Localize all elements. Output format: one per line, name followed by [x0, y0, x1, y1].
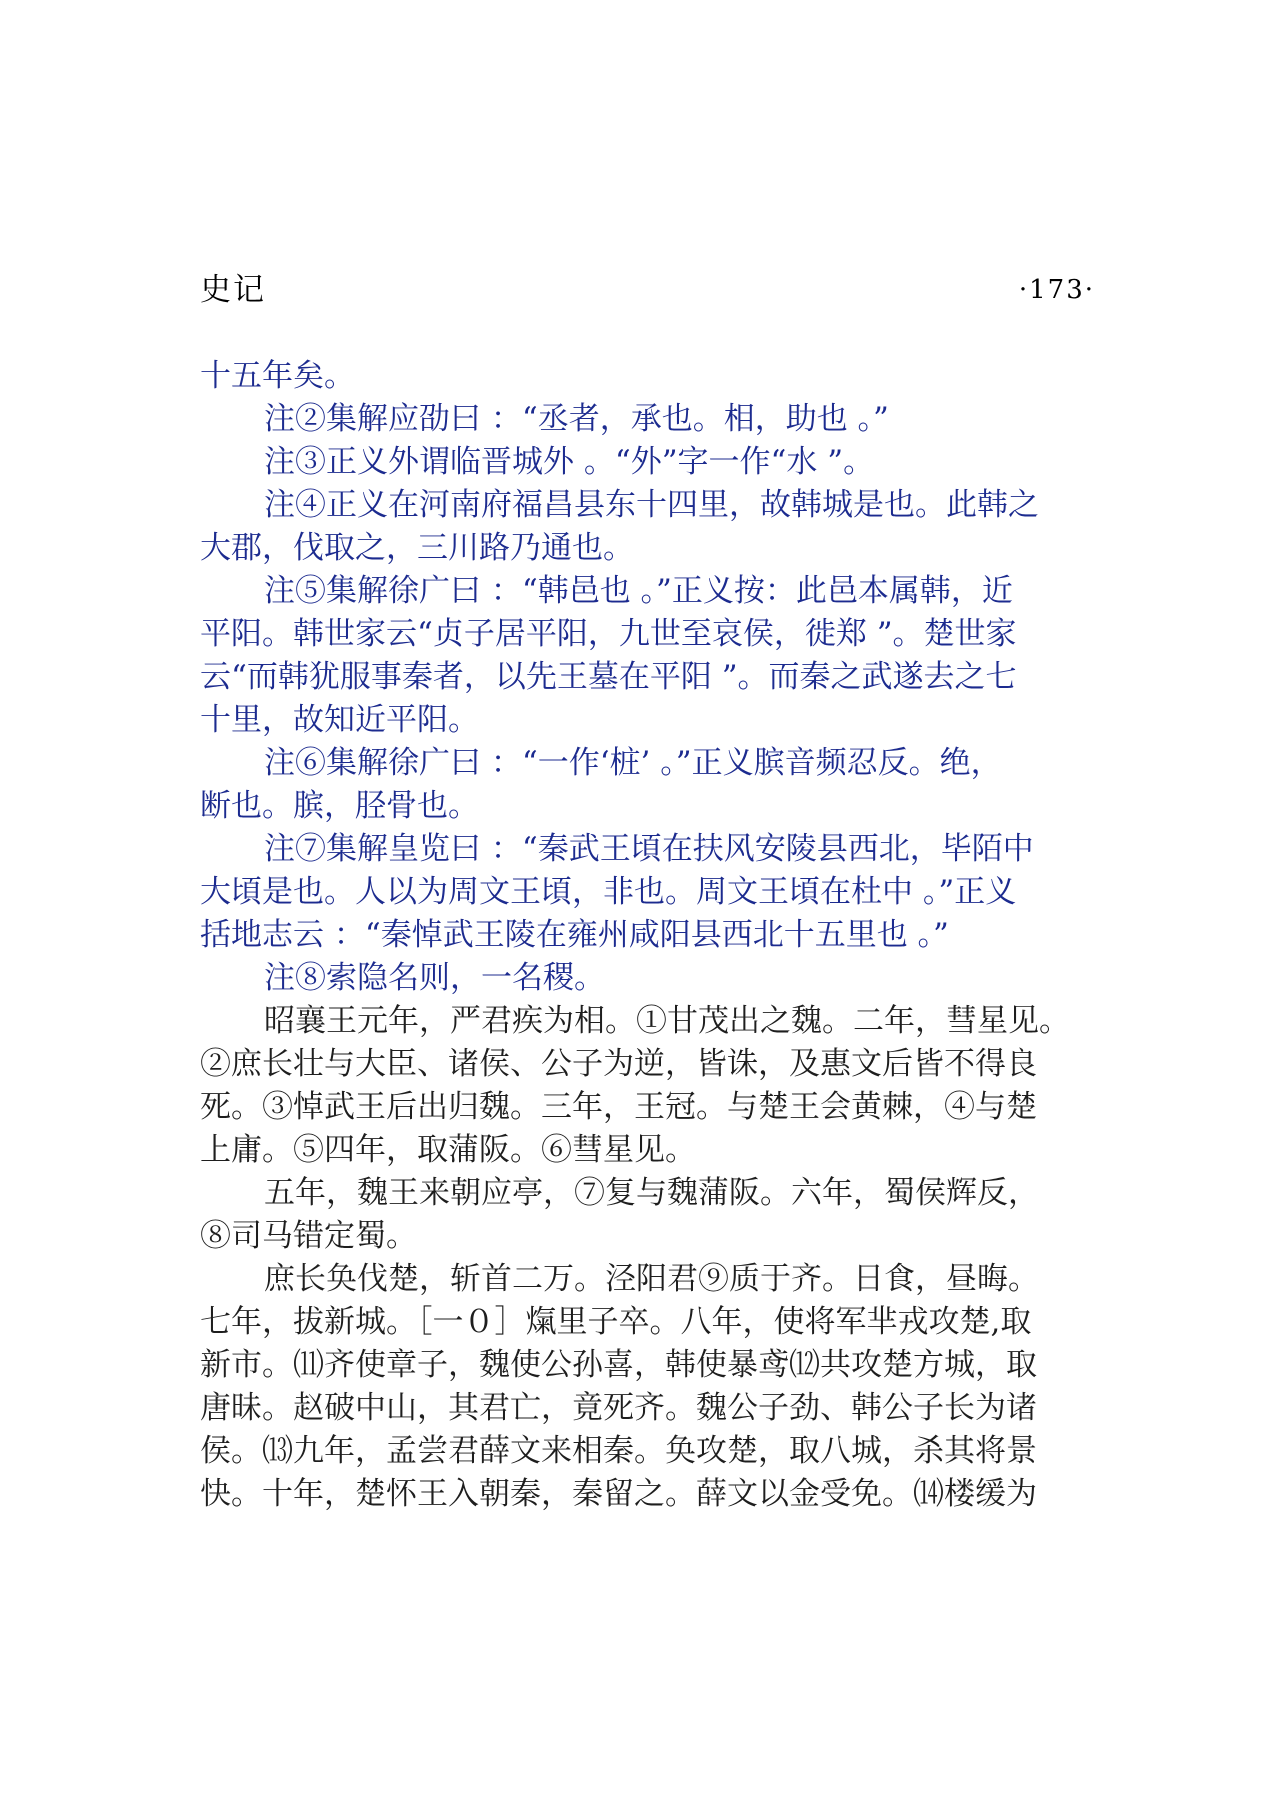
page-number: ·173·	[1018, 275, 1095, 305]
note-line: 注⑥集解徐广曰 ：“一作‘桩’ 。”正义膑音频忍反。绝，	[264, 745, 1002, 781]
note-line: 断也。膑，胫骨也。	[200, 788, 479, 824]
text-line: ②庶长壮与大臣、诸侯、公子为逆，皆诛，及惠文后皆不得良	[200, 1046, 1037, 1082]
note-line: 注④正义在河南府福昌县东十四里，故韩城是也。此韩之	[264, 487, 1039, 523]
text-line: 七年，拔新城。［一０］熂里子卒。八年，使将军芈戎攻楚,取	[200, 1304, 1032, 1340]
note-line: 平阳。韩世家云“贞子居平阳，九世至哀侯，徙郑 ”。楚世家	[200, 616, 1017, 652]
note-line: 大頃是也。人以为周文王頃，非也。周文王頃在杜中 。”正义	[200, 874, 1017, 910]
note-line: 十五年矣。	[200, 358, 355, 394]
note-line: 注③正义外谓临晋城外 。“外”字一作“水 ”。	[264, 444, 875, 480]
body-text	[200, 355, 1100, 1516]
text-line: 庶长奂伐楚，斩首二万。泾阳君⑨质于齐。日食，昼晦。	[264, 1261, 1039, 1297]
note-line: 云“而韩犹服事秦者，以先王墓在平阳 ”。而秦之武遂去之七	[200, 659, 1017, 695]
text-line: 侯。⒀九年，孟尝君薛文来相秦。奂攻楚，取八城，杀其将景	[200, 1433, 1037, 1469]
note-line: 括地志云 ：“秦悼武王陵在雍州咸阳县西北十五里也 。”	[200, 917, 949, 953]
page-header	[200, 270, 1095, 310]
text-line: 死。③悼武王后出归魏。三年，王冠。与楚王会黄棘，④与楚	[200, 1089, 1037, 1125]
text-line: 五年，魏王来朝应亭，⑦复与魏蒲阪。六年，蜀侯辉反，	[264, 1175, 1039, 1211]
note-line: 注⑦集解皇览曰 ：“秦武王頃在扶风安陵县西北，毕陌中	[264, 831, 1034, 867]
note-line: 注⑤集解徐广曰 ：“韩邑也 。”正义按：此邑本属韩，近	[264, 573, 1013, 609]
text-line: 上庸。⑤四年，取蒲阪。⑥彗星见。	[200, 1132, 696, 1168]
text-line: ⑧司马错定蜀。	[200, 1218, 417, 1254]
note-line: 注②集解应劭曰 ：“丞者，承也。相，助也 。”	[264, 401, 889, 437]
text-line: 快。十年，楚怀王入朝秦，秦留之。薛文以金受免。⒁楼缓为	[200, 1476, 1037, 1512]
text-line: 唐昧。赵破中山，其君亡，竟死齐。魏公子劲、韩公子长为诸	[200, 1390, 1037, 1426]
running-title: 史记	[200, 272, 266, 308]
note-line: 大郡，伐取之，三川路乃通也。	[200, 530, 634, 566]
note-line: 十里，故知近平阳。	[200, 702, 479, 738]
text-line: 昭襄王元年，严君疾为相。①甘茂出之魏。二年，彗星见。	[264, 1003, 1070, 1039]
note-line: 注⑧索隐名则，一名稷。	[264, 960, 605, 996]
text-line: 新市。⑾齐使章子，魏使公孙喜，韩使暴鸢⑿共攻楚方城，取	[200, 1347, 1037, 1383]
